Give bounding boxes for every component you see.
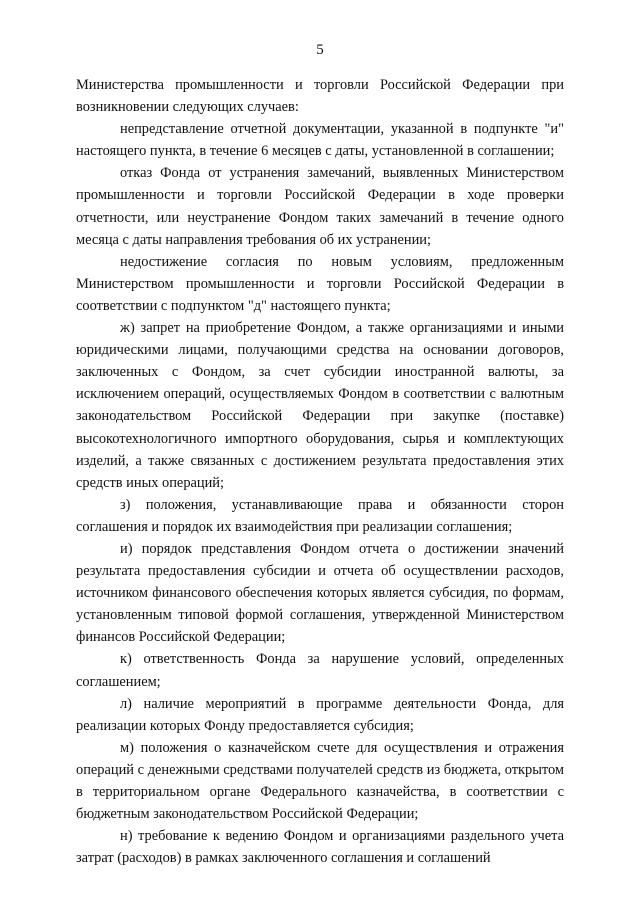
paragraph-item-m: м) положения о казначейском счете для осуществления и отражения операций с денежными средствами получателей средств из бюджета, открытом в территориальном органе Федерального казначейства, в соответствии с бюджетным законодательством Российской Федерации; — [76, 739, 564, 823]
paragraph-item-l: л) наличие мероприятий в программе деятельности Фонда, для реализации которых Фонду предоставляется субсидия; — [76, 695, 564, 734]
paragraph-item-zh: ж) запрет на приобретение Фондом, а также организациями и иными юридическими лицами, получающими средства на основании договоров, заключенных с Фондом, за счет субсидии иностранной валюты, за исключением операций, осуществляемых Фондом в соответствии с валютным законодательством Российской Федерации при закупке (поставке) высокотехнологичного импортного оборудования, сырья и комплектующих изделий, а также связанных с достижением результата предоставления этих средств иных операций; — [76, 320, 564, 491]
paragraph-item-k: к) ответственность Фонда за нарушение условий, определенных соглашением; — [76, 651, 564, 690]
paragraph-item-i: и) порядок представления Фондом отчета о достижении значений результата предоставления субсидии и отчета об осуществлении расходов, источником финансового обеспечения которых является субсидия, по формам, установленным типовой формой соглашения, утвержденной Министерством финансов Российской Федерации; — [76, 540, 564, 646]
paragraph-case-no-agreement: недостижение согласия по новым условиям, предложенным Министерством промышленности и торговли Российской Федерации в соответствии с подпунктом "д" настоящего пункта; — [76, 253, 564, 314]
paragraph-continuation: Министерства промышленности и торговли Российской Федерации при возникновении следующих случаев: — [76, 77, 564, 116]
page-number: 5 — [316, 42, 324, 58]
document-body — [76, 74, 564, 869]
paragraph-case-remarks-not-fixed: отказ Фонда от устранения замечаний, выявленных Министерством промышленности и торговли Российской Федерации в ходе проверки отчетности, или неустранение Фондом таких замечаний в течение одного месяца с даты направления требования об их устранении; — [76, 165, 564, 248]
paragraph-item-z: з) положения, устанавливающие права и обязанности сторон соглашения и порядок их взаимодействия при реализации соглашения; — [76, 496, 564, 535]
paragraph-case-report-not-submitted: непредставление отчетной документации, указанной в подпункте "и" настоящего пункта, в течение 6 месяцев с даты, установленной в соглашении; — [76, 121, 564, 160]
paragraph-item-n: н) требование к ведению Фондом и организациями раздельного учета затрат (расходов) в рамках заключенного соглашения и соглашений — [76, 828, 564, 867]
